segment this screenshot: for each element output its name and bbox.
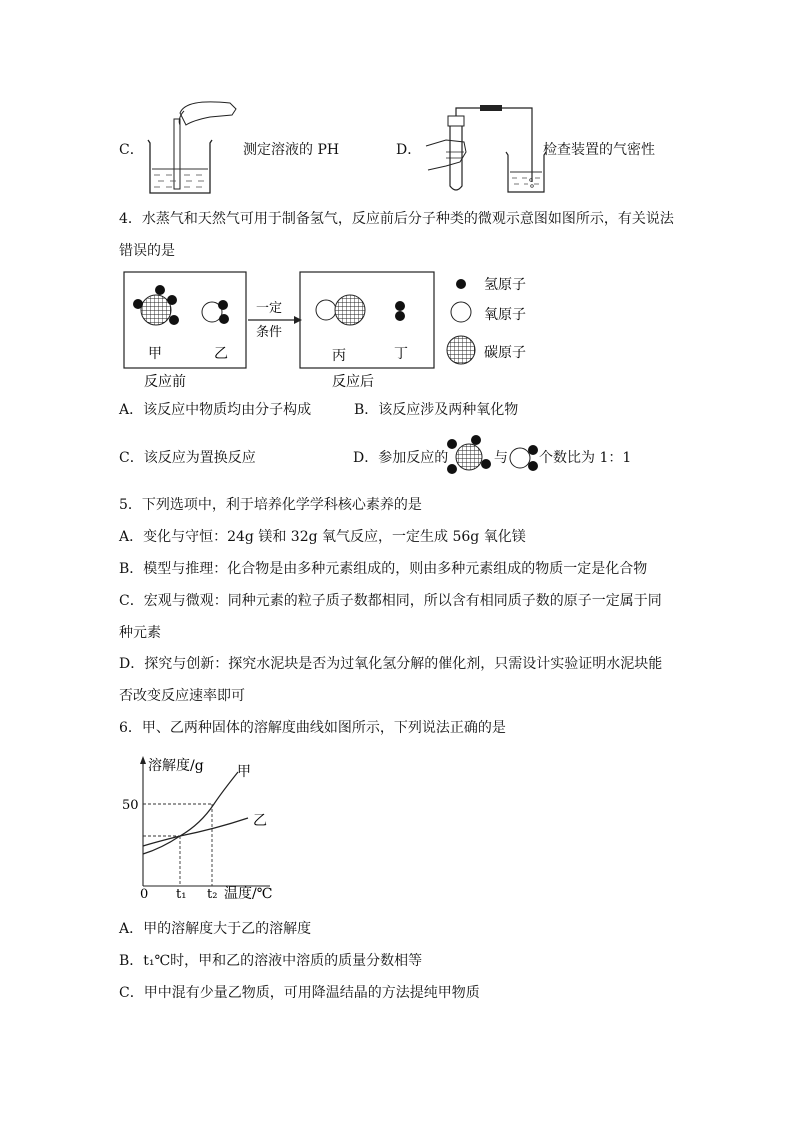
q3-option-c-label: C．	[119, 142, 144, 158]
ding-label: 丁	[394, 346, 408, 362]
q4-option-d-suffix: 个数比为 1：1	[539, 450, 632, 466]
carbon-monoxide-molecule	[316, 295, 365, 325]
q5-option-c-line1: C．宏观与微观：同种元素的粒子质子数都相同，所以含有相同质子数的原子一定属于同	[119, 593, 662, 609]
x-tick-t1: t₁	[176, 887, 187, 902]
q5-option-d-line1: D．探究与创新：探究水泥块是否为过氧化氢分解的催化剂，只需设计实验证明水泥块能	[119, 656, 663, 672]
q5-option-a: A．变化与守恒：24g 镁和 32g 氧气反应，一定生成 56g 氧化镁	[119, 529, 526, 545]
legend-carbon-label: 碳原子	[484, 345, 526, 361]
q4-stem-line1: 4．水蒸气和天然气可用于制备氢气，反应前后分子种类的微观示意图如图所示，有关说法	[119, 211, 674, 227]
x-tick-0: 0	[140, 887, 149, 902]
q4-stem-line2: 错误的是	[119, 243, 175, 259]
legend-hydrogen-icon	[456, 279, 466, 289]
q4-option-d-mid: 与	[494, 450, 508, 466]
y-tick-50: 50	[122, 798, 139, 813]
x-tick-t2: t₂	[207, 887, 218, 902]
q4-option-b: B．该反应涉及两种氧化物	[354, 402, 519, 418]
q3-option-d-text: 检查装置的气密性	[543, 142, 655, 158]
x-axis-label: 温度/℃	[224, 886, 273, 902]
q6-stem: 6．甲、乙两种固体的溶解度曲线如图所示，下列说法正确的是	[119, 720, 506, 736]
q6-option-a: A．甲的溶解度大于乙的溶解度	[119, 921, 312, 937]
q5-option-d-line2: 否改变反应速率即可	[119, 688, 245, 704]
after-label: 反应后	[332, 374, 374, 390]
series-yi-line	[143, 818, 248, 846]
legend-hydrogen-label: 氢原子	[484, 277, 526, 293]
q6-option-c: C．甲中混有少量乙物质，可用降温结晶的方法提纯甲物质	[119, 985, 480, 1001]
methane-molecule	[133, 285, 179, 325]
legend-oxygen-label: 氧原子	[484, 307, 526, 323]
legend-oxygen-icon	[451, 302, 471, 322]
series-yi-label: 乙	[253, 813, 267, 829]
before-label: 反应前	[144, 374, 186, 390]
airtightness-apparatus-illustration	[420, 100, 550, 200]
q5-option-b: B．模型与推理：化合物是由多种元素组成的，则由多种元素组成的物质一定是化合物	[119, 561, 648, 577]
y-axis-arrow	[140, 756, 146, 764]
jia-label: 甲	[148, 346, 162, 362]
legend-carbon-icon	[447, 336, 475, 364]
solubility-chart	[120, 752, 280, 902]
methane-inline-icon	[446, 434, 492, 480]
arrow-condition-top: 一定	[256, 301, 283, 316]
yi-label: 乙	[214, 346, 228, 362]
q4-option-c: C．该反应为置换反应	[119, 450, 256, 466]
y-axis-label: 溶解度/g	[148, 758, 204, 774]
q6-option-b: B．t₁℃时，甲和乙的溶液中溶质的质量分数相等	[119, 953, 423, 969]
water-inline-icon	[508, 442, 540, 474]
series-jia-label: 甲	[237, 764, 251, 780]
hydrogen-molecule	[395, 301, 405, 321]
q4-option-a: A．该反应中物质均由分子构成	[119, 402, 312, 418]
q5-stem: 5．下列选项中，利于培养化学学科核心素养的是	[119, 497, 422, 513]
q5-option-c-line2: 种元素	[119, 625, 161, 641]
ph-test-apparatus-illustration	[140, 95, 240, 200]
q3-option-d-label: D．	[396, 142, 422, 158]
molecule-reaction-diagram	[118, 270, 558, 395]
q3-option-c-text: 测定溶液的 PH	[243, 142, 340, 158]
q4-option-d-prefix: D．参加反应的	[353, 450, 449, 466]
bing-label: 丙	[332, 348, 346, 364]
water-molecule	[202, 300, 229, 324]
arrow-condition-bottom: 条件	[256, 325, 283, 340]
